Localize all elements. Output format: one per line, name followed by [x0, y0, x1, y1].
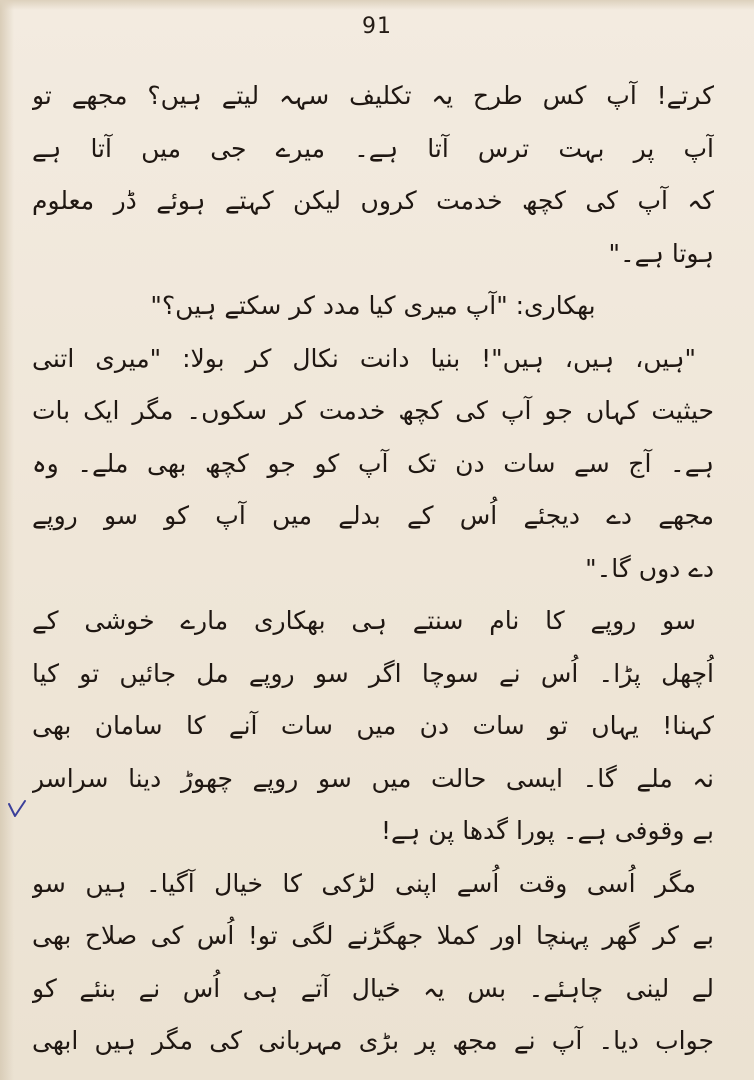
text-line-10: دے دوں گا۔" [585, 553, 714, 583]
text-line-5: بھکاری: "آپ میری کیا مدد کر سکتے ہیں؟" [150, 291, 596, 320]
text-line-3: کہ آپ کی کچھ خدمت کروں لیکن کہتے ہوئے ڈر معلوم [32, 186, 714, 215]
text-line-19: جواب دیا۔ آپ نے مجھ پر بڑی مہربانی کی مگر ہیں ابھی [32, 1026, 714, 1055]
text-line-15: بے وقوفی ہے۔ پورا گدھا پن ہے! [381, 816, 714, 845]
text-line-9: مجھے دے دیجئے اُس کے بدلے میں آپ کو سو روپے [32, 501, 714, 530]
text-line-1: کرتے! آپ کس طرح یہ تکلیف سہہ لیتے ہیں؟ مجھے تو [32, 81, 714, 110]
page-number: 91 [362, 14, 392, 39]
text-line-16: مگر اُسی وقت اُسے اپنی لڑکی کا خیال آگیا۔ ہیں سو [32, 868, 696, 898]
text-line-11: سو روپے کا نام سنتے ہی بھکاری مارے خوشی کے [32, 606, 696, 635]
text-line-18: لے لینی چاہئے۔ بس یہ خیال آتے ہی اُس نے بنئے کو [32, 973, 714, 1003]
text-line-14: نہ ملے گا۔ ایسی حالت میں سو روپے چھوڑ دینا سراسر [32, 763, 714, 793]
urdu-text-body [32, 70, 714, 1068]
text-line-17: بے کر گھر پہنچا اور کملا جھگڑنے لگی تو! اُس کی صلاح بھی [32, 921, 714, 950]
text-line-6: "ہیں، ہیں، ہیں"! بنیا دانت نکال کر بولا: "میری اتنی [32, 343, 696, 373]
text-line-12: اُچھل پڑا۔ اُس نے سوچا اگر سو روپے مل جائیں تو کیا [32, 658, 714, 688]
page-shadow-left [0, 0, 14, 1080]
pen-tick-icon [6, 798, 28, 820]
text-line-7: حیثیت کہاں جو آپ کی کچھ خدمت کر سکوں۔ مگر ایک بات [32, 396, 714, 425]
text-line-4: ہوتا ہے۔" [608, 238, 714, 268]
text-line-8: ہے۔ آج سے سات دن تک آپ کو جو کچھ بھی ملے۔ وہ [32, 448, 714, 478]
page-shadow-top [0, 0, 754, 10]
text-line-2: آپ پر بہت ترس آتا ہے۔ میرے جی میں آتا ہے [32, 133, 714, 163]
text-line-13: کہنا! یہاں تو سات دن میں سات آنے کا سامان بھی [32, 711, 714, 740]
